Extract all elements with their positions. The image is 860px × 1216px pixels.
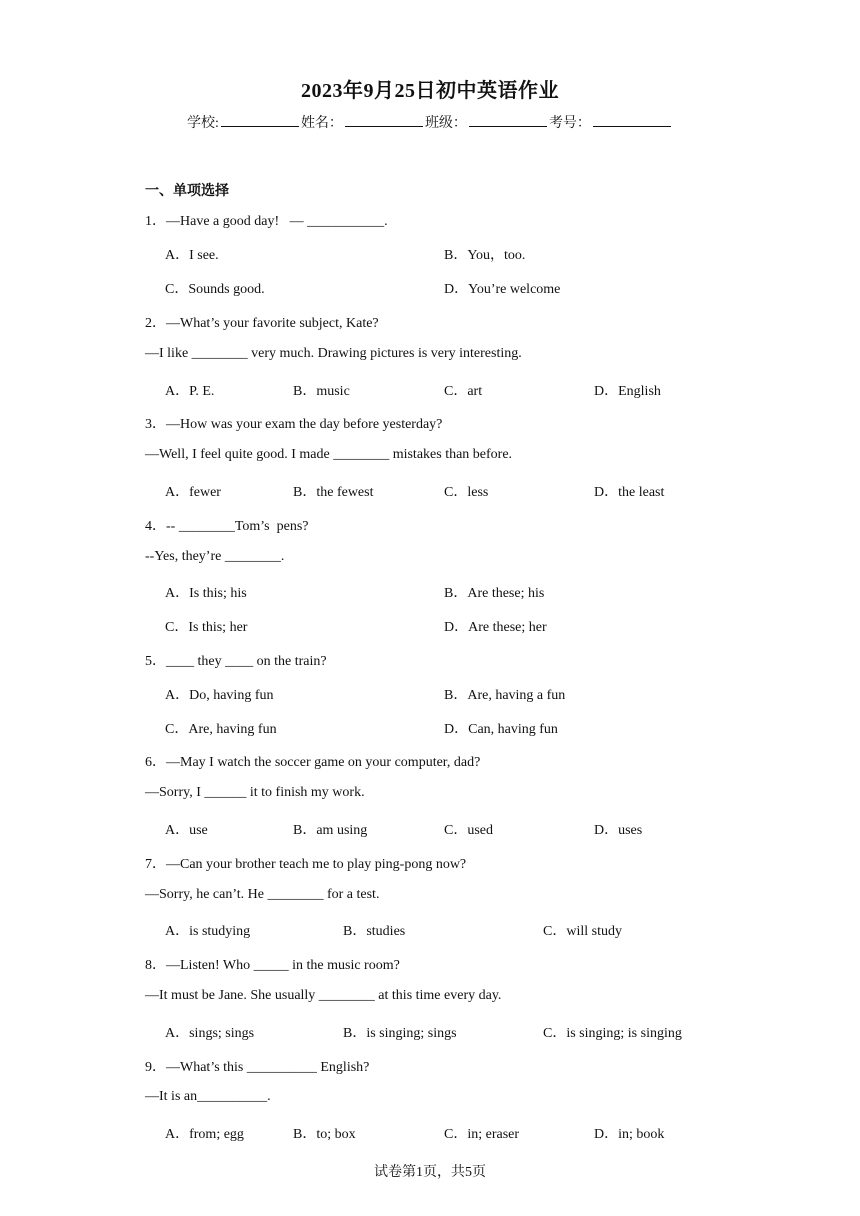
option-b[interactable]: B．is singing; sings [343,1026,457,1041]
question-text-line-2: —Sorry, I ______ it to finish my work. [145,785,365,800]
option-a[interactable]: A．sings; sings [165,1026,255,1041]
question-3 [145,413,442,433]
question-text: —What’s your favorite subject, Kate? [166,316,379,331]
student-info-line [0,112,860,132]
question-text: —Listen! Who _____ in the music room? [166,958,400,973]
question-5 [145,650,327,670]
option-a[interactable]: A．Do, having fun [165,688,274,703]
option-b[interactable]: B．music [293,384,350,399]
question-number: 9． [145,1060,166,1075]
question-text-line-2: —Well, I feel quite good. I made ________ mistakes than before. [145,447,513,462]
option-b[interactable]: B．studies [343,924,406,939]
question-number: 5． [145,654,166,669]
page-footer: 试卷第1页，共5页 [374,1165,486,1180]
exam-number-blank[interactable] [593,114,671,127]
option-c[interactable]: C．Sounds good. [165,282,265,297]
question-text: ____ they ____ on the train? [166,654,327,669]
option-b[interactable]: B．You，too. [444,248,526,263]
question-text-line-2: —It must be Jane. She usually ________ at this time every day. [145,988,502,1003]
option-c[interactable]: C．is singing; is singing [543,1026,682,1041]
option-c[interactable]: C．will study [543,924,622,939]
page-title: 2023年9月25日初中英语作业 [301,80,559,102]
option-c[interactable]: C．used [444,823,493,838]
option-d[interactable]: D．You’re welcome [444,282,561,297]
question-1 [145,210,388,230]
option-c[interactable]: C．less [444,485,489,500]
option-c[interactable]: C．Are, having fun [165,722,277,737]
option-a[interactable]: A．is studying [165,924,251,939]
option-a[interactable]: A．I see. [165,248,219,263]
question-text-line-2: —Sorry, he can’t. He ________ for a test. [145,887,380,902]
question-number: 4． [145,519,166,534]
question-7 [145,853,466,873]
question-text: —Have a good day! — ___________. [166,214,388,229]
question-4 [145,515,309,535]
option-d[interactable]: D．Can, having fun [444,722,558,737]
question-9 [145,1056,369,1076]
class-blank[interactable] [469,114,547,127]
option-b[interactable]: B．Are, having a fun [444,688,566,703]
option-d[interactable]: D．English [594,384,661,399]
question-8 [145,954,400,974]
name-label: 姓名： [300,116,343,131]
option-a[interactable]: A．use [165,823,208,838]
question-number: 3． [145,417,166,432]
name-blank[interactable] [345,114,423,127]
question-number: 8． [145,958,166,973]
school-label: 学校: [187,116,219,131]
question-text: —May I watch the soccer game on your computer, dad? [166,755,481,770]
option-a[interactable]: A．from; egg [165,1127,244,1142]
question-text-line-2: —I like ________ very much. Drawing pictures is very interesting. [145,346,522,361]
option-a[interactable]: A．P. E. [165,384,215,399]
option-d[interactable]: D．in; book [594,1127,665,1142]
option-b[interactable]: B．Are these; his [444,586,545,601]
question-text: —What’s this __________ English? [166,1060,370,1075]
option-d[interactable]: D．Are these; her [444,620,547,635]
option-b[interactable]: B．to; box [293,1127,356,1142]
option-c[interactable]: C．Is this; her [165,620,248,635]
question-text: —Can your brother teach me to play ping-pong now? [166,857,467,872]
option-b[interactable]: B．am using [293,823,368,838]
question-text-line-2: --Yes, they’re ________. [145,549,285,564]
option-a[interactable]: A．Is this; his [165,586,247,601]
question-text: -- ________Tom’s pens? [166,519,309,534]
exam-number-label: 考号： [548,116,591,131]
school-blank[interactable] [221,114,299,127]
question-number: 7． [145,857,166,872]
question-number: 1． [145,214,166,229]
option-c[interactable]: C．in; eraser [444,1127,520,1142]
question-6 [145,751,480,771]
option-a[interactable]: A．fewer [165,485,221,500]
option-d[interactable]: D．the least [594,485,665,500]
option-d[interactable]: D．uses [594,823,643,838]
question-number: 2． [145,316,166,331]
question-2 [145,312,379,332]
question-text: —How was your exam the day before yesterday? [166,417,443,432]
class-label: 班级： [424,116,467,131]
question-number: 6． [145,755,166,770]
question-text-line-2: —It is an__________. [145,1089,271,1104]
section-title: 一、单项选择 [145,184,229,199]
option-c[interactable]: C．art [444,384,483,399]
option-b[interactable]: B．the fewest [293,485,374,500]
